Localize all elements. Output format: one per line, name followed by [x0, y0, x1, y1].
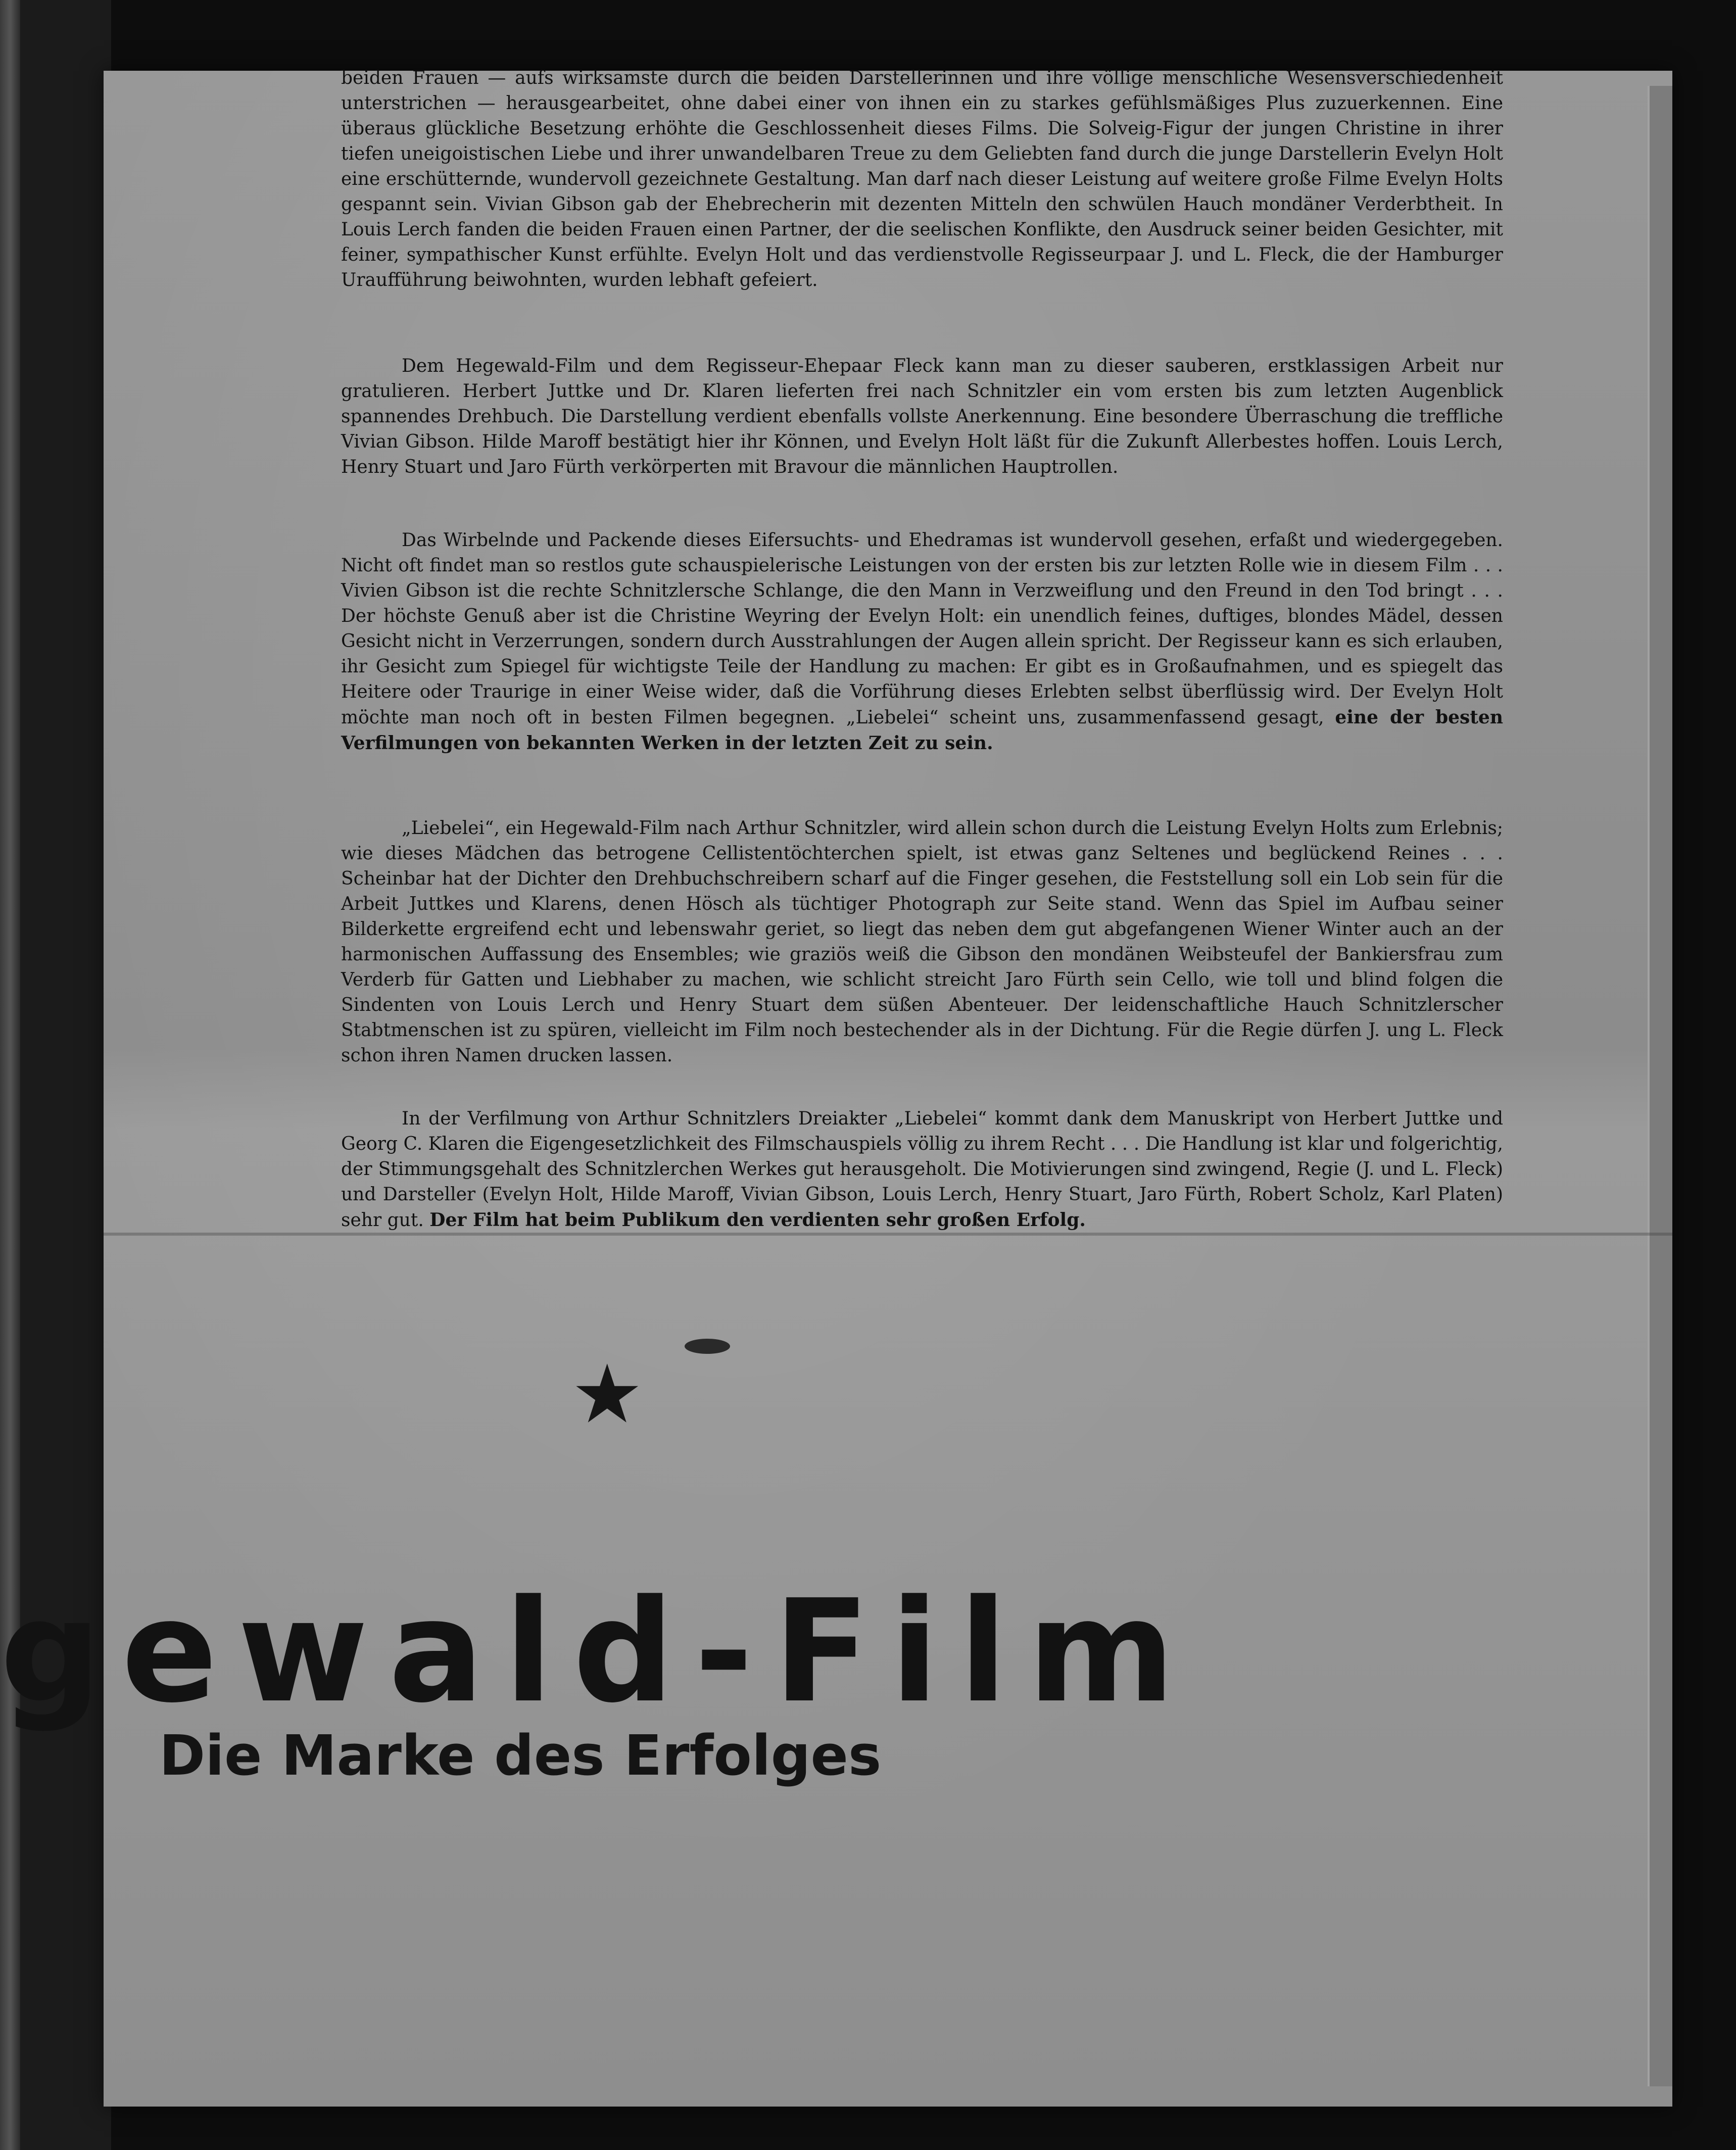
review-text: Das Wirbelnde und Packende dieses Eifersuchts- und Ehedramas ist wundervoll gesehen, erfaßt und wiedergegeben. Nicht oft findet man so restlos gute schauspielerische Leistungen von der ersten bis zur letzten Rolle wie in diesem Film . . . Vivien Gibson ist die rechte Schnitzlersche Schlange, die den Mann in Verzweiflung und den Freund in den Tod bringt . . . Der höchste Genuß aber ist die Christine Weyring der Evelyn Holt: ein unendlich feines, duftiges, blondes Mädel, dessen Gesicht nicht in Verzerrungen, sondern durch Ausstrahlungen der Augen allein spricht. Der Regisseur kann es sich erlauben, ihr Gesicht zum Spiegel für wichtigste Teile der Handlung zu machen: Er gibt es in Großaufnahmen, und es spiegelt das Heitere oder Traurige in einer Weise wider, daß die Vorführung dieses Erlebten selbst überflüssig wird. Der Evelyn Holt möchte man noch oft in besten Filmen begegnen. „Liebelei“ scheint uns, zusammenfassend gesagt,	[341, 530, 1503, 728]
review-text: beiden Frauen — aufs wirksamste durch die beiden Darstellerinnen und ihre völlige menschliche Wesensverschiedenheit unterstrichen — herausgearbeitet, ohne dabei einer von ihnen ein zu starkes gefühlsmäßiges Plus zuzuerkennen. Eine überaus glückliche Besetzung erhöhte die Geschlossenheit dieses Films. Die Solveig-Figur der jungen Christine in ihrer tiefen uneigoistischen Liebe und ihrer unwandelbaren Treue zu dem Geliebten fand durch die junge Darstellerin Evelyn Holt eine erschütternde, wundervoll gezeichnete Gestaltung. Man darf nach dieser Leistung auf weitere große Filme Evelyn Holts gespannt sein. Vivian Gibson gab der Ehebrecherin mit dezenten Mitteln den schwülen Hauch mondäner Verderbtheit. In Louis Lerch fanden die beiden Frauen einen Partner, der die seelischen Konflikte, den Ausdruck seiner beiden Gesichter, mit feiner, sympathischer Kunst erfühlte. Evelyn Holt und das verdienstvolle Regisseurpaar J. und L. Fleck, die der Hamburger Uraufführung beiwohnten, wurden lebhaft gefeiert.	[341, 68, 1503, 290]
page-edge	[1648, 86, 1672, 2086]
brand-title: gewald-Film	[0, 1570, 1195, 1734]
adjacent-page	[20, 0, 111, 2150]
review-5	[341, 1106, 1503, 1233]
review-text: „Liebelei“, ein Hegewald-Film nach Arthur Schnitzler, wird allein schon durch die Leistung Evelyn Holts zum Erlebnis; wie dieses Mädchen das betrogene Cellistentöchterchen spielt, ist etwas ganz Seltenes und beglückend Reines . . . Scheinbar hat der Dichter den Drehbuchschreibern scharf auf die Finger gesehen, die Feststellung soll ein Lob sein für die Arbeit Juttkes und Klarens, denen Hösch als tüchtiger Photograph zur Seite stand. Wenn das Spiel im Aufbau seiner Bilderkette ergreifend echt und lebenswahr geriet, so liegt das neben dem gut abgefangenen Wiener Winter auch an der harmonischen Auffassung des Ensembles; wie graziös weiß die Gibson den mondänen Weibsteufel der Bankiersfrau zum Verderb für Gatten und Liebhaber zu machen, wie schlicht streicht Jaro Fürth sein Cello, wie toll und blind folgen die Sindenten von Louis Lerch und Henry Stuart dem süßen Abenteuer. Der leidenschaftliche Hauch Schnitzlerscher Stabtmenschen ist zu spüren, vielleicht im Film noch bestechender als in der Dichtung. Für die Regie dürfen J. ung L. Fleck schon ihren Namen drucken lassen.	[341, 818, 1503, 1066]
review-2	[341, 354, 1503, 480]
review-highlight: Der Film hat beim Publikum den verdienten sehr großen Erfolg.	[429, 1209, 1086, 1231]
brand-slogan: Die Marke des Erfolges	[159, 1723, 882, 1788]
ink-smudge	[685, 1339, 730, 1354]
review-4	[341, 816, 1503, 1068]
review-highlight: eine der besten Verfilmungen von bekannten Werken in der letzten Zeit zu sein.	[341, 707, 1503, 754]
star-icon: ★	[571, 1347, 644, 1441]
review-text: In der Verfilmung von Arthur Schnitzlers Dreiakter „Liebelei“ kommt dank dem Manuskript von Herbert Juttke und Georg C. Klaren die Eigengesetzlichkeit des Filmschauspiels völlig zu ihrem Recht . . . Die Handlung ist klar und folgerichtig, der Stimmungsgehalt des Schnitzlerchen Werkes gut herausgeholt. Die Motivierungen sind zwingend, Regie (J. und L. Fleck) und Darsteller (Evelyn Holt, Hilde Maroff, Vivian Gibson, Louis Lerch, Henry Stuart, Jaro Fürth, Robert Scholz, Karl Platen) sehr gut.	[341, 1108, 1503, 1231]
scan-border	[0, 0, 20, 2150]
review-1	[341, 66, 1503, 293]
review-text: Dem Hegewald-Film und dem Regisseur-Ehepaar Fleck kann man zu dieser sauberen, erstklassigen Arbeit nur gratulieren. Herbert Juttke und Dr. Klaren lieferten frei nach Schnitzler ein vom ersten bis zum letzten Augenblick spannendes Drehbuch. Die Darstellung verdient ebenfalls vollste Anerkennung. Eine besondere Überraschung die treffliche Vivian Gibson. Hilde Maroff bestätigt hier ihr Können, und Evelyn Holt läßt für die Zukunft Allerbestes hoffen. Louis Lerch, Henry Stuart und Jaro Fürth verkörperten mit Bravour die männlichen Hauptrollen.	[341, 356, 1503, 477]
review-3	[341, 528, 1503, 756]
